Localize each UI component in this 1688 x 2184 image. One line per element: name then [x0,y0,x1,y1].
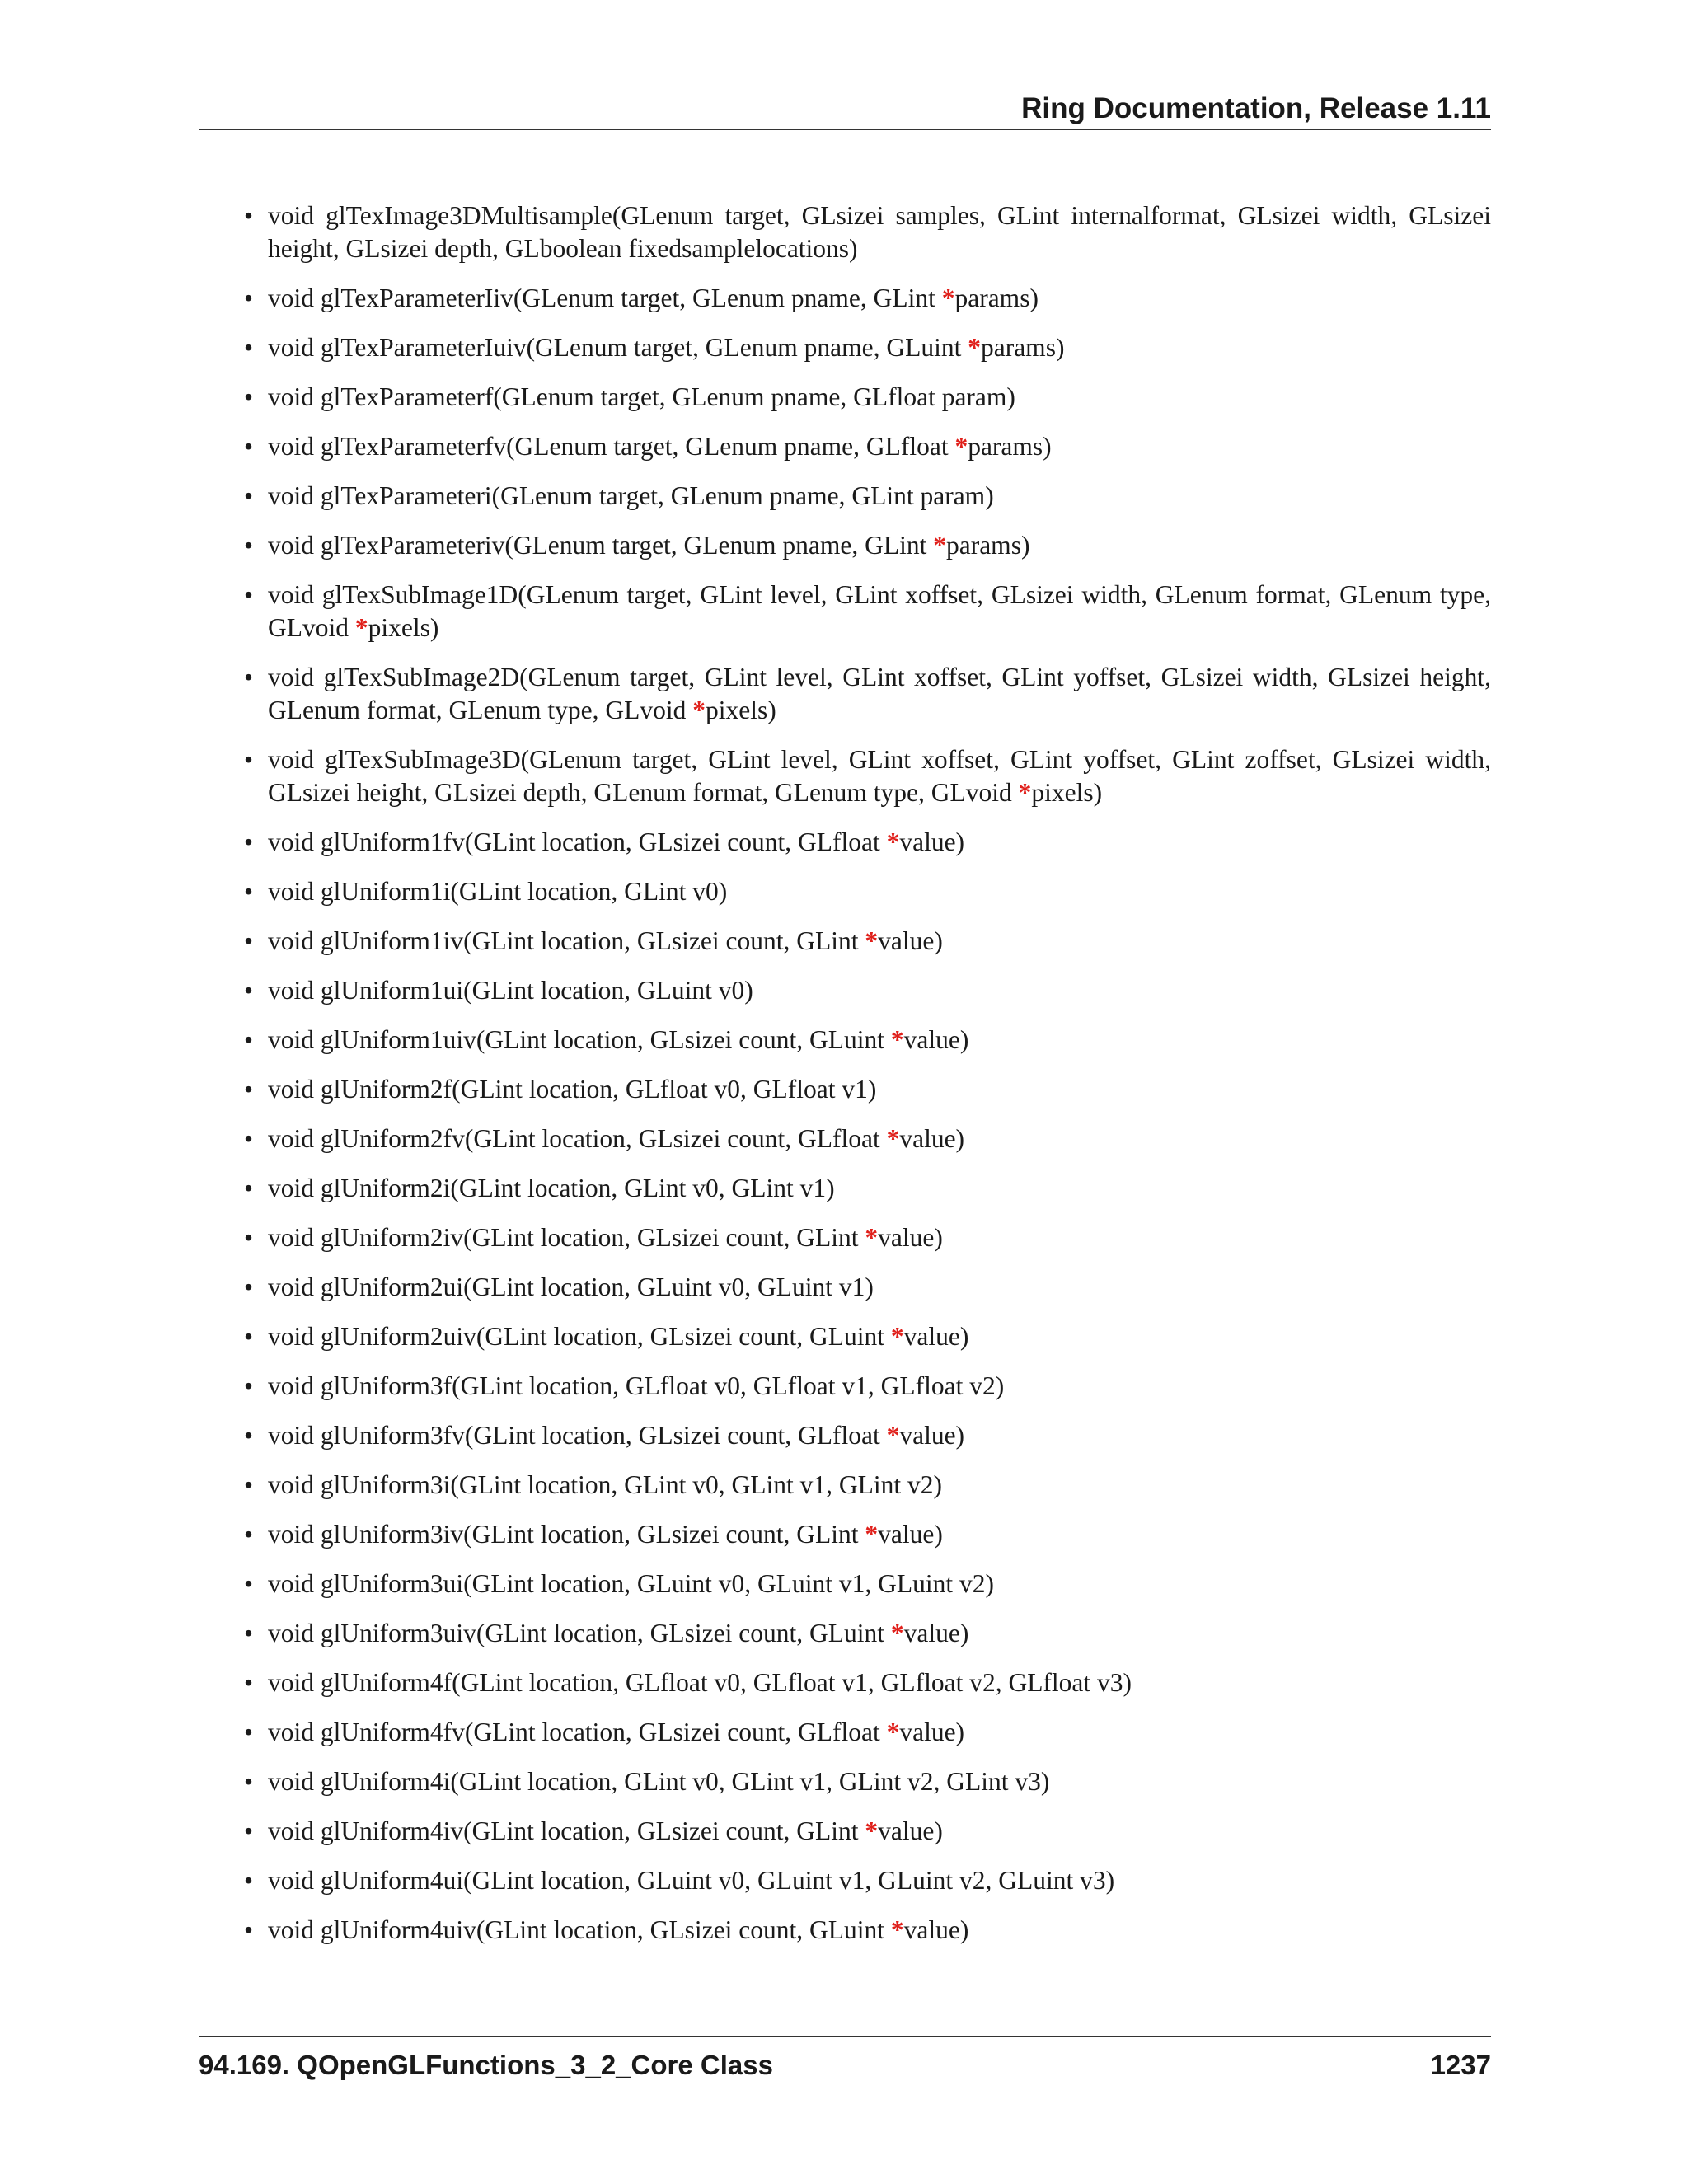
function-signature-tail: value) [899,827,965,856]
function-signature: void glUniform3f(GLint location, GLfloat v0, GLfloat v1, GLfloat v2) [268,1371,1005,1400]
bullet-icon: • [244,1025,254,1054]
list-item [199,1024,1491,1057]
function-signature-tail: pixels) [368,613,439,642]
bullet-icon: • [244,284,254,312]
list-item [199,1518,1491,1551]
function-signature: void glUniform2i(GLint location, GLint v0, GLint v1) [268,1174,835,1202]
list-item [199,1568,1491,1601]
function-signature-tail: value) [903,1322,969,1351]
function-signature: void glUniform3uiv(GLint location, GLsizei count, GLuint [268,1619,891,1647]
function-signature-tail: params) [980,333,1065,362]
function-signature: void glUniform4i(GLint location, GLint v0, GLint v1, GLint v2, GLint v3) [268,1767,1050,1796]
function-signature: void glTexParameteriv(GLenum target, GLenum pname, GLint [268,531,934,560]
bullet-icon: • [244,481,254,510]
function-signature-tail: value) [878,1816,943,1845]
list-item [199,480,1491,513]
pointer-asterisk: * [886,1124,900,1153]
function-signature: void glTexSubImage3D(GLenum target, GLint level, GLint xoffset, GLint yoffset, GLint zoffset, GLsizei width, GLsizei height, GLsizei depth, GLenum format, GLenum type, GLvoid [268,745,1491,807]
bullet-icon: • [244,877,254,906]
list-item [199,826,1491,859]
pointer-asterisk: * [890,1025,904,1054]
bullet-icon: • [244,1421,254,1450]
bullet-icon: • [244,663,254,691]
bullet-icon: • [244,531,254,560]
list-item [199,1666,1491,1699]
bullet-icon: • [244,580,254,609]
function-signature: void glUniform3fv(GLint location, GLsizei count, GLfloat [268,1421,887,1450]
pointer-asterisk: * [865,1223,879,1252]
bullet-icon: • [244,1174,254,1202]
function-signature-tail: params) [945,531,1030,560]
list-item [199,1320,1491,1353]
function-signature-tail: pixels) [706,696,776,724]
bullet-icon: • [244,926,254,955]
function-signature-tail: value) [878,926,943,955]
bullet-icon: • [244,1223,254,1252]
page-header [199,91,1491,130]
list-item [199,1370,1491,1403]
function-signature: void glTexSubImage1D(GLenum target, GLint level, GLint xoffset, GLsizei width, GLenum format, GLenum type, GLvoid [268,580,1491,642]
bullet-icon: • [244,1718,254,1746]
function-signature-tail: value) [903,1025,969,1054]
list-item [199,925,1491,958]
function-signature: void glTexParameterIiv(GLenum target, GLenum pname, GLint [268,284,942,312]
function-signature: void glUniform1uiv(GLint location, GLsizei count, GLuint [268,1025,891,1054]
bullet-icon: • [244,1075,254,1104]
pointer-asterisk: * [890,1915,904,1944]
function-signature-tail: value) [878,1520,943,1549]
function-signature-tail: pixels) [1031,778,1103,807]
function-signature-tail: value) [878,1223,943,1252]
list-item [199,1864,1491,1897]
list-item [199,875,1491,908]
pointer-asterisk: * [886,1718,900,1746]
function-signature: void glUniform4f(GLint location, GLfloat v0, GLfloat v1, GLfloat v2, GLfloat v3) [268,1668,1132,1697]
pointer-asterisk: * [954,432,968,461]
list-item [199,661,1491,727]
function-signature: void glTexParameterfv(GLenum target, GLenum pname, GLfloat [268,432,955,461]
page-number: 1237 [1430,2050,1491,2080]
bullet-icon: • [244,432,254,461]
bullet-icon: • [244,1124,254,1153]
function-signature-tail: params) [954,284,1039,312]
list-item [199,282,1491,315]
bullet-icon: • [244,1816,254,1845]
list-item [199,1221,1491,1254]
bullet-icon: • [244,976,254,1005]
bullet-icon: • [244,1272,254,1301]
bullet-icon: • [244,1767,254,1796]
pointer-asterisk: * [692,696,706,724]
bullet-icon: • [244,827,254,856]
pointer-asterisk: * [890,1619,904,1647]
list-item [199,1815,1491,1848]
function-signature: void glUniform3iv(GLint location, GLsizei count, GLint [268,1520,865,1549]
pointer-asterisk: * [886,1421,900,1450]
function-signature: void glTexSubImage2D(GLenum target, GLint level, GLint xoffset, GLint yoffset, GLsizei width, GLsizei height, GLenum format, GLenum type, GLvoid [268,663,1491,724]
bullet-icon: • [244,333,254,362]
list-item [199,579,1491,644]
page-footer [199,2036,1491,2085]
bullet-icon: • [244,201,254,230]
bullet-icon: • [244,745,254,774]
list-item [199,1765,1491,1798]
pointer-asterisk: * [354,613,368,642]
document-title: Ring Documentation, Release 1.11 [1021,92,1491,124]
bullet-icon: • [244,1569,254,1598]
function-signature: void glUniform2f(GLint location, GLfloat v0, GLfloat v1) [268,1075,877,1104]
pointer-asterisk: * [886,827,900,856]
function-signature: void glUniform3ui(GLint location, GLuint v0, GLuint v1, GLuint v2) [268,1569,995,1598]
list-item [199,974,1491,1007]
function-signature: void glUniform1iv(GLint location, GLsizei count, GLint [268,926,865,955]
section-title: 94.169. QOpenGLFunctions_3_2_Core Class [199,2050,773,2080]
pointer-asterisk: * [933,531,946,560]
bullet-icon: • [244,1668,254,1697]
bullet-icon: • [244,1470,254,1499]
function-signature: void glTexImage3DMultisample(GLenum target, GLsizei samples, GLint internalformat, GLsizei width, GLsizei height, GLsizei depth, GLboolean fixedsamplelocations) [268,201,1491,263]
list-item [199,331,1491,364]
function-signature: void glUniform1i(GLint location, GLint v0) [268,877,728,906]
list-item [199,1419,1491,1452]
pointer-asterisk: * [865,926,879,955]
pointer-asterisk: * [1018,778,1032,807]
function-signature: void glUniform4iv(GLint location, GLsizei count, GLint [268,1816,865,1845]
page-content [199,199,1491,1963]
pointer-asterisk: * [865,1816,879,1845]
function-signature: void glUniform4uiv(GLint location, GLsizei count, GLuint [268,1915,891,1944]
list-item [199,1271,1491,1304]
list-item [199,1914,1491,1947]
list-item [199,1716,1491,1749]
bullet-icon: • [244,1866,254,1895]
list-item [199,1172,1491,1205]
function-signature: void glUniform2fv(GLint location, GLsizei count, GLfloat [268,1124,887,1153]
function-signature: void glUniform4ui(GLint location, GLuint v0, GLuint v1, GLuint v2, GLuint v3) [268,1866,1115,1895]
function-list [199,199,1491,1947]
list-item [199,381,1491,414]
function-signature-tail: value) [903,1915,969,1944]
pointer-asterisk: * [890,1322,904,1351]
function-signature: void glUniform3i(GLint location, GLint v0, GLint v1, GLint v2) [268,1470,943,1499]
bullet-icon: • [244,1322,254,1351]
bullet-icon: • [244,382,254,411]
function-signature-tail: value) [899,1421,965,1450]
function-signature: void glTexParameterf(GLenum target, GLenum pname, GLfloat param) [268,382,1015,411]
function-signature: void glUniform1fv(GLint location, GLsizei count, GLfloat [268,827,887,856]
function-signature: void glUniform1ui(GLint location, GLuint v0) [268,976,753,1005]
bullet-icon: • [244,1915,254,1944]
bullet-icon: • [244,1619,254,1647]
pointer-asterisk: * [968,333,981,362]
list-item [199,1469,1491,1502]
function-signature-tail: value) [899,1124,965,1153]
list-item [199,743,1491,809]
pointer-asterisk: * [865,1520,879,1549]
function-signature: void glUniform2ui(GLint location, GLuint v0, GLuint v1) [268,1272,874,1301]
function-signature: void glUniform2uiv(GLint location, GLsizei count, GLuint [268,1322,891,1351]
list-item [199,1122,1491,1155]
pointer-asterisk: * [941,284,955,312]
bullet-icon: • [244,1520,254,1549]
bullet-icon: • [244,1371,254,1400]
function-signature-tail: value) [899,1718,965,1746]
list-item [199,199,1491,265]
list-item [199,430,1491,463]
function-signature: void glUniform4fv(GLint location, GLsizei count, GLfloat [268,1718,887,1746]
function-signature: void glUniform2iv(GLint location, GLsizei count, GLint [268,1223,865,1252]
list-item [199,1617,1491,1650]
function-signature-tail: value) [903,1619,969,1647]
function-signature: void glTexParameteri(GLenum target, GLenum pname, GLint param) [268,481,994,510]
list-item [199,1073,1491,1106]
function-signature: void glTexParameterIuiv(GLenum target, GLenum pname, GLuint [268,333,968,362]
list-item [199,529,1491,562]
function-signature-tail: params) [968,432,1052,461]
